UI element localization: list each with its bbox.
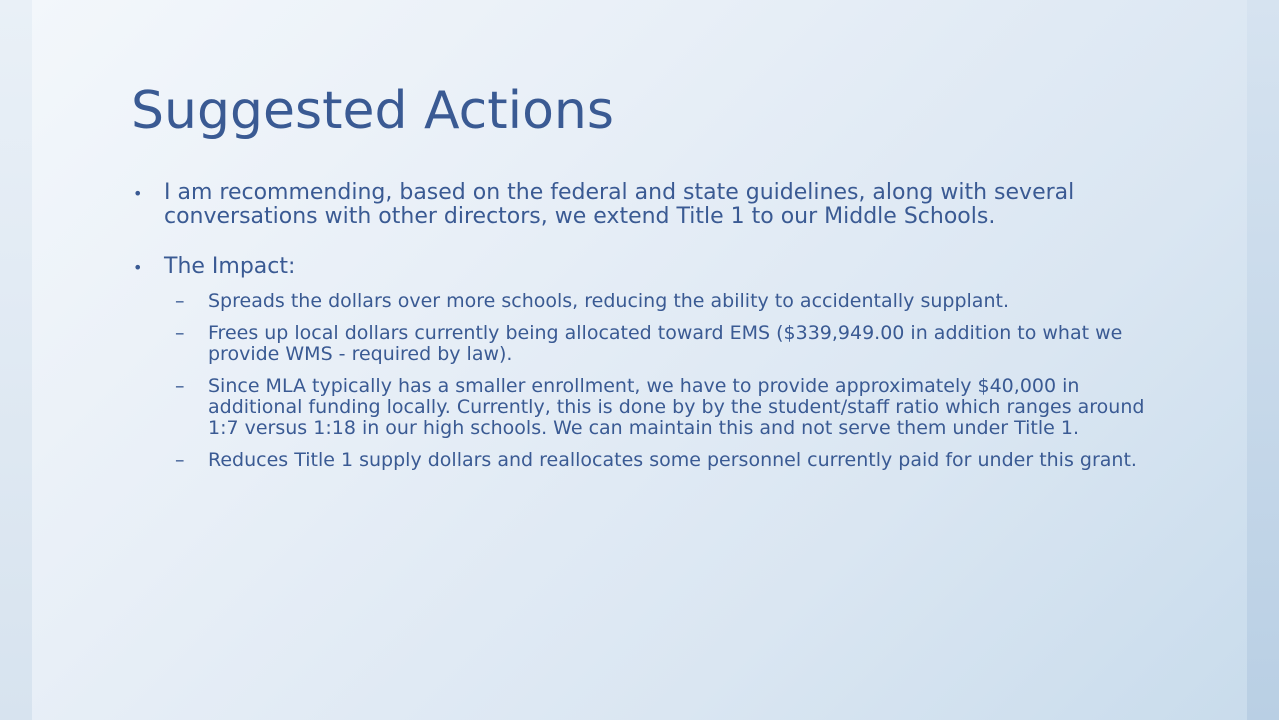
bullet-text: The Impact: xyxy=(164,254,296,279)
sub-bullet-spreads-dollars xyxy=(175,291,1158,312)
bullet-text: I am recommending, based on the federal and state guidelines, along with several conversations with other directors, we extend Title 1 to our Middle Schools. xyxy=(164,180,1075,229)
sub-bullet-mla-enrollment xyxy=(175,376,1158,439)
sub-bullet-text: Since MLA typically has a smaller enrollment, we have to provide approximately $40,000 in additional funding locally. Currently, this is done by by the student/staff ratio which ranges around 1:7 versus 1:18 in our high schools. We can maintain this and not serve them under Title 1. xyxy=(208,375,1145,439)
sub-bullet-frees-local-dollars xyxy=(175,323,1158,365)
sub-bullet-marker: – xyxy=(175,290,185,312)
impact-sub-list xyxy=(131,291,1191,471)
sub-bullet-text: Reduces Title 1 supply dollars and reallocates some personnel currently paid for under this grant. xyxy=(208,449,1137,471)
sub-bullet-text: Frees up local dollars currently being allocated toward EMS ($339,949.00 in addition to what we provide WMS - required by law). xyxy=(208,322,1123,365)
impact-sub-list-container xyxy=(131,291,1191,471)
bullet-marker: • xyxy=(133,184,143,203)
bullet-list xyxy=(131,181,1191,482)
slide-title: Suggested Actions xyxy=(131,81,614,141)
sub-bullet-reduces-supply-dollars xyxy=(175,450,1158,471)
sub-bullet-text: Spreads the dollars over more schools, reducing the ability to accidentally supplant. xyxy=(208,290,1009,312)
bullet-marker: • xyxy=(133,258,143,277)
bullet-recommendation xyxy=(131,181,1191,229)
sub-bullet-marker: – xyxy=(175,375,185,397)
sub-bullet-marker: – xyxy=(175,449,185,471)
sub-bullet-marker: – xyxy=(175,322,185,344)
bullet-impact-heading xyxy=(131,255,1191,279)
